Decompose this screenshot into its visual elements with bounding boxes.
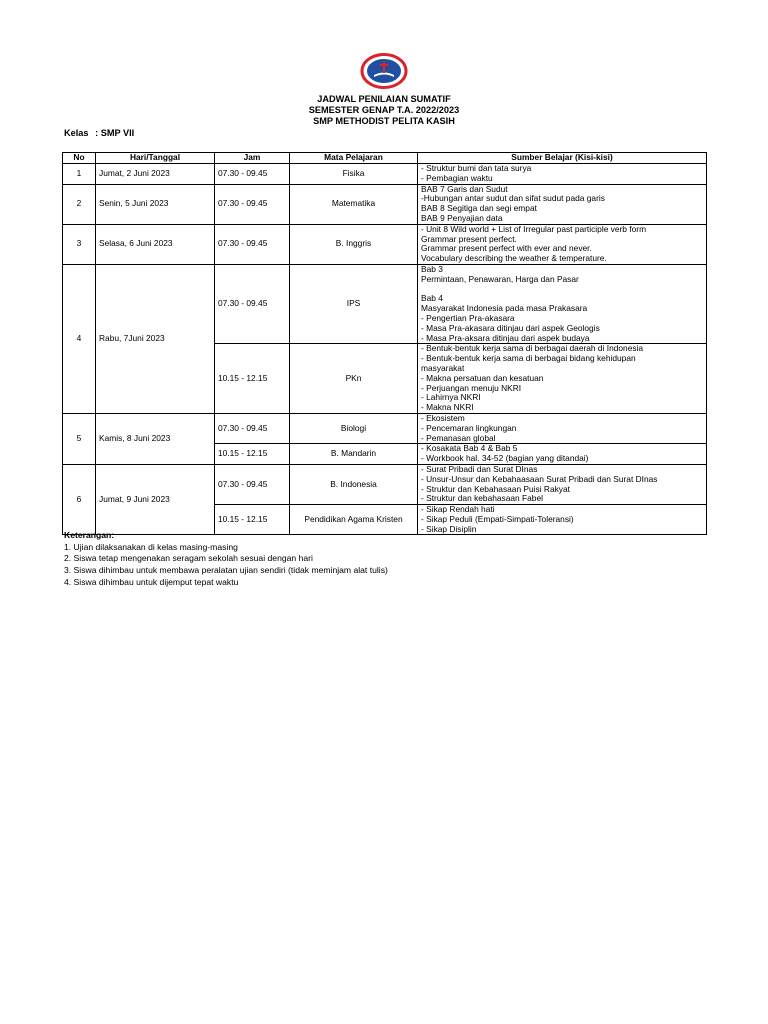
learning-source-line: - Masa Pra-aksara ditinjau dari aspek budaya: [421, 332, 590, 343]
learning-source-line: - Sikap Disiplin: [421, 523, 477, 534]
learning-source-line: - Pemanasan global: [421, 432, 496, 443]
notes-heading: Keterangan:: [64, 530, 115, 540]
row-time: 07.30 - 09.45: [215, 413, 290, 443]
learning-source-line: - Bentuk-bentuk kerja sama di berbagai bidang kehidupan: [421, 353, 636, 364]
row-date: Jumat, 2 Juni 2023: [96, 164, 215, 185]
table-row: [63, 184, 707, 224]
learning-source-line: BAB 9 Penyajian data: [421, 212, 503, 223]
learning-source-line: [421, 285, 703, 295]
learning-source-line: -Hubungan antar sudut dan sifat sudut pada garis: [421, 193, 605, 204]
school-logo: [359, 53, 409, 89]
learning-source-line: - Struktur dan Kebahasaan Puisi Rakyat: [421, 483, 570, 494]
learning-source-line: - Pembagian waktu: [421, 172, 493, 183]
row-time: 10.15 - 12.15: [215, 444, 290, 465]
row-learning-source: [418, 224, 707, 264]
learning-source-line: - Workbook hal. 34-52 (bagian yang ditandai): [421, 453, 589, 464]
class-label: Kelas: [64, 128, 89, 138]
note-item: 1. Ujian dilaksanakan di kelas masing-masing: [64, 541, 238, 552]
learning-source-line: - Bentuk-bentuk kerja sama di berbagai daerah di Indonesia: [421, 343, 644, 354]
table-row: [63, 224, 707, 264]
learning-source-line: - Kosakata Bab 4 & Bab 5: [421, 443, 518, 454]
learning-source-line: Grammar present perfect with ever and never.: [421, 243, 592, 254]
note-item: 2. Siswa tetap mengenakan seragam sekolah sesuai dengan hari: [64, 553, 313, 564]
table-row: [63, 464, 707, 504]
row-time: 07.30 - 09.45: [215, 164, 290, 185]
learning-source-line: Bab 3: [421, 263, 443, 274]
row-subject: Pendidikan Agama Kristen: [290, 505, 418, 535]
table-header-row: [63, 153, 707, 164]
document-title-line-3: SMP METHODIST PELITA KASIH: [313, 116, 455, 126]
row-learning-source: [418, 164, 707, 185]
learning-source-line: Masyarakat Indonesia pada masa Prakasara: [421, 303, 588, 314]
learning-source-line: BAB 8 Segitiga dan segi empat: [421, 203, 537, 214]
row-learning-source: [418, 413, 707, 443]
row-date: Rabu, 7Juni 2023: [96, 264, 215, 413]
row-subject: B. Indonesia: [290, 464, 418, 504]
learning-source-line: - Perjuangan menuju NKRI: [421, 382, 522, 393]
row-number: 1: [63, 164, 96, 185]
row-learning-source: [418, 444, 707, 465]
note-item: 4. Siswa dihimbau untuk dijemput tepat waktu: [64, 576, 239, 587]
learning-source-line: Permintaan, Penawaran, Harga dan Pasar: [421, 273, 579, 284]
row-subject: IPS: [290, 264, 418, 343]
learning-source-line: - Unsur-Unsur dan Kebahaasaan Surat Pribadi dan Surat DInas: [421, 473, 658, 484]
learning-source-line: - Ekosistem: [421, 412, 465, 423]
exam-schedule-table: [62, 152, 707, 535]
header-subject: Mata Pelajaran: [290, 153, 418, 164]
row-date: Kamis, 8 Juni 2023: [96, 413, 215, 464]
row-number: 5: [63, 413, 96, 464]
row-number: 6: [63, 464, 96, 535]
learning-source-line: - Sikap Peduli (Empati-Simpati-Toleransi): [421, 513, 574, 524]
learning-source-line: - Makna NKRI: [421, 402, 474, 413]
learning-source-line: - Surat Pribadi dan Surat DInas: [421, 463, 538, 474]
header-time: Jam: [215, 153, 290, 164]
row-time: 07.30 - 09.45: [215, 184, 290, 224]
row-time: 10.15 - 12.15: [215, 344, 290, 414]
header-no: No: [63, 153, 96, 164]
row-learning-source: [418, 344, 707, 414]
learning-source-line: - Struktur bumi dan tata surya: [421, 163, 532, 173]
row-subject: PKn: [290, 344, 418, 414]
row-number: 2: [63, 184, 96, 224]
notes-section: [64, 530, 388, 589]
row-time: 10.15 - 12.15: [215, 505, 290, 535]
learning-source-line: masyarakat: [421, 362, 465, 373]
learning-source-line: - Struktur dan kebahasaan Fabel: [421, 493, 543, 504]
row-time: 07.30 - 09.45: [215, 264, 290, 343]
learning-source-line: - Sikap Rendah hati: [421, 504, 495, 515]
cross-icon: [383, 61, 385, 73]
table-row: [63, 413, 707, 443]
row-time: 07.30 - 09.45: [215, 224, 290, 264]
learning-source-line: BAB 7 Garis dan Sudut: [421, 183, 508, 194]
row-subject: B. Mandarin: [290, 444, 418, 465]
row-learning-source: [418, 464, 707, 504]
row-learning-source: [418, 184, 707, 224]
class-info: [64, 128, 134, 138]
row-subject: Biologi: [290, 413, 418, 443]
class-value: : SMP VII: [95, 128, 135, 138]
learning-source-line: - Pengertian Pra-akasara: [421, 312, 515, 323]
row-date: Selasa, 6 Juni 2023: [96, 224, 215, 264]
row-subject: B. Inggris: [290, 224, 418, 264]
row-number: 4: [63, 264, 96, 413]
learning-source-line: - Makna persatuan dan kesatuan: [421, 372, 544, 383]
note-item: 3. Siswa dihimbau untuk membawa peralatan ujian sendiri (tidak meminjam alat tulis): [64, 565, 388, 576]
document-title-line-2: SEMESTER GENAP T.A. 2022/2023: [308, 105, 460, 115]
row-number: 3: [63, 224, 96, 264]
learning-source-line: - Lahirnya NKRI: [421, 392, 481, 403]
row-learning-source: [418, 505, 707, 535]
learning-source-line: - Pencemaran lingkungan: [421, 422, 517, 433]
table-row: [63, 164, 707, 185]
row-subject: Matematika: [290, 184, 418, 224]
header-date: Hari/Tanggal: [96, 153, 215, 164]
document-title-line-1: JADWAL PENILAIAN SUMATIF: [317, 94, 451, 104]
table-row: [63, 264, 707, 343]
learning-source-line: Grammar present perfect.: [421, 233, 517, 244]
row-time: 07.30 - 09.45: [215, 464, 290, 504]
learning-source-line: Bab 4: [421, 293, 443, 304]
row-date: Jumat, 9 Juni 2023: [96, 464, 215, 535]
learning-source-line: Vocabulary describing the weather & temperature.: [421, 253, 607, 264]
learning-source-line: - Masa Pra-akasara ditinjau dari aspek Geologis: [421, 322, 600, 333]
row-learning-source: [418, 264, 707, 343]
row-date: Senin, 5 Juni 2023: [96, 184, 215, 224]
header-learning-source: Sumber Belajar (Kisi-kisi): [418, 153, 707, 164]
table-body: [63, 164, 707, 535]
learning-source-line: - Unit 8 Wild world + List of Irregular past participle verb form: [421, 223, 647, 234]
row-subject: Fisika: [290, 164, 418, 185]
